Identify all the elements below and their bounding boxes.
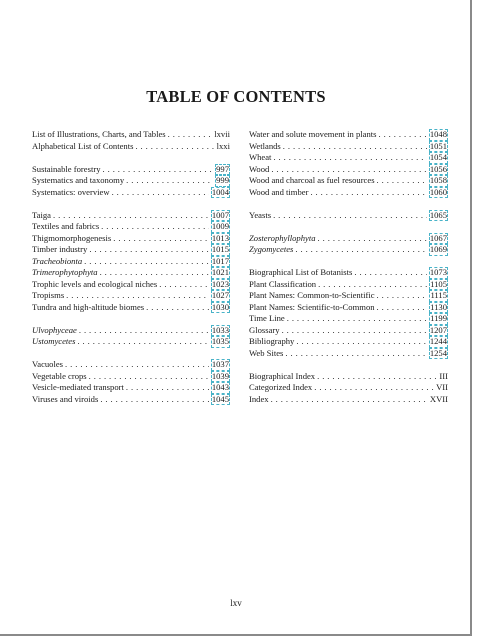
dot-leader — [310, 187, 426, 199]
toc-entry[interactable] — [249, 290, 448, 302]
toc-entry[interactable] — [32, 221, 230, 233]
toc-entry[interactable] — [249, 244, 448, 256]
dot-leader — [89, 244, 209, 256]
toc-entry-title: Tropisms — [32, 290, 65, 300]
toc-entry[interactable] — [32, 359, 230, 371]
dot-leader — [314, 382, 434, 394]
toc-entry[interactable] — [32, 244, 230, 256]
dot-leader — [159, 279, 209, 291]
page-link[interactable]: 1073 — [429, 267, 447, 277]
dot-leader — [65, 359, 209, 371]
dot-leader — [146, 302, 209, 314]
toc-entry-title: Index — [249, 393, 269, 404]
toc-entry-title: Viruses and viroids — [32, 393, 99, 404]
page-number: lxv — [230, 598, 242, 608]
page-link[interactable]: 1048 — [429, 129, 447, 139]
toc-entry[interactable] — [249, 233, 448, 245]
page-title: TABLE OF CONTENTS — [146, 87, 326, 106]
toc-entry-title: Bibliography — [249, 336, 295, 346]
toc-entry[interactable] — [32, 129, 230, 141]
page-link[interactable]: 1067 — [429, 232, 447, 243]
toc-entry-title: Textiles and fabrics — [32, 221, 100, 231]
toc-entry-title: Zygomycetes — [249, 244, 294, 254]
toc-entry-title: Trimerophytophyta — [32, 267, 98, 277]
toc-entry[interactable] — [32, 210, 230, 222]
dot-leader — [317, 371, 437, 383]
dot-leader — [168, 129, 213, 141]
toc-right-column — [249, 129, 448, 405]
toc-entry[interactable] — [32, 233, 230, 245]
toc-entry[interactable] — [32, 256, 230, 268]
toc-entry[interactable] — [249, 129, 448, 141]
page-link[interactable]: 1058 — [429, 175, 447, 185]
toc-entry-title: Taiga — [32, 209, 51, 220]
page-link[interactable]: 1060 — [429, 186, 447, 197]
section-gap — [249, 359, 448, 371]
dot-leader — [101, 221, 209, 233]
page-link[interactable]: 1035 — [211, 336, 229, 346]
toc-entry-title: Ulvophyceae — [32, 324, 77, 335]
dot-leader — [318, 279, 427, 291]
toc-entry[interactable] — [249, 382, 448, 394]
toc-entry[interactable] — [249, 267, 448, 279]
section-gap — [249, 198, 448, 210]
toc-entry-title: Alphabetical List of Contents — [32, 140, 134, 151]
toc-entry-page: lxvii — [214, 129, 230, 139]
toc-entry-title: Vesicle-mediated transport — [32, 382, 124, 392]
toc-entry-title: Tundra and high-altitude biomes — [32, 301, 145, 312]
toc-entry-page: VII — [436, 382, 448, 392]
dot-leader — [285, 348, 426, 360]
dot-leader — [318, 233, 427, 245]
toc-entry-title: Biographical Index — [249, 370, 316, 381]
page-link[interactable]: 1023 — [211, 278, 229, 289]
toc-entry-title: Vacuoles — [32, 359, 64, 369]
toc-entry-title: Web Sites — [249, 347, 284, 358]
toc-entry-title: Timber industry — [32, 244, 88, 254]
dot-leader — [378, 129, 426, 141]
section-gap — [32, 198, 230, 210]
toc-entry-title: Systematics and taxonomy — [32, 175, 125, 185]
toc-entry[interactable] — [32, 394, 230, 406]
dot-leader — [273, 210, 427, 222]
toc-entry-title: Wood — [249, 163, 270, 174]
dot-leader — [135, 141, 214, 153]
dot-leader — [283, 141, 427, 153]
dot-leader — [100, 394, 208, 406]
page-link[interactable]: 1030 — [211, 301, 229, 312]
dot-leader — [377, 175, 427, 187]
toc-entry-title: Wood and charcoal as fuel resources — [249, 175, 375, 185]
toc-entry[interactable] — [32, 302, 230, 314]
dot-leader — [271, 394, 428, 406]
page-link[interactable]: 1069 — [429, 244, 447, 254]
dot-leader — [295, 244, 426, 256]
toc-entry[interactable] — [32, 175, 230, 187]
dot-leader — [126, 382, 209, 394]
page-link[interactable]: 999 — [216, 175, 229, 185]
section-gap — [32, 313, 230, 325]
dot-leader — [113, 233, 209, 245]
toc-entry-title: Sustainable forestry — [32, 163, 101, 174]
section-gap — [32, 152, 230, 164]
dot-leader — [296, 336, 426, 348]
toc-entry[interactable] — [249, 210, 448, 222]
page-link[interactable]: 997 — [216, 163, 229, 174]
toc-entry[interactable] — [32, 371, 230, 383]
page-link[interactable]: 1056 — [429, 163, 447, 174]
dot-leader — [273, 152, 426, 164]
page-link[interactable]: 1033 — [211, 324, 229, 335]
toc-entry-title: Plant Classification — [249, 278, 317, 289]
dot-leader — [89, 371, 209, 383]
page-link[interactable]: 1039 — [211, 370, 229, 381]
dot-leader — [126, 175, 213, 187]
page-link[interactable]: 1054 — [429, 152, 447, 162]
toc-entry-title: Zosterophyllophyta — [249, 232, 316, 243]
toc-entry[interactable] — [249, 394, 448, 406]
toc-entry-title: Wheat — [249, 152, 272, 162]
toc-entry-title: Wood and timber — [249, 186, 309, 197]
toc-entry-title: Vegetable crops — [32, 370, 87, 381]
dot-leader — [77, 336, 208, 348]
toc-entry[interactable] — [249, 175, 448, 187]
section-gap — [249, 221, 448, 233]
toc-entry[interactable] — [32, 187, 230, 199]
page-link[interactable]: 1009 — [211, 221, 229, 231]
toc-entry[interactable] — [249, 371, 448, 383]
page-link[interactable]: 1007 — [211, 209, 229, 220]
toc-entry[interactable] — [32, 290, 230, 302]
dot-leader — [100, 267, 209, 279]
page-link[interactable]: 1130 — [430, 301, 447, 312]
toc-entry-title: Plant Names: Scientific-to-Common — [249, 301, 375, 312]
toc-entry-page: III — [439, 370, 448, 381]
toc-entry-title: Plant Names: Common-to-Scientific — [249, 290, 375, 300]
section-gap — [32, 348, 230, 360]
dot-leader — [377, 302, 428, 314]
dot-leader — [377, 290, 428, 302]
page-link[interactable]: 1115 — [430, 290, 447, 300]
toc-entry-title: Glossary — [249, 324, 280, 335]
toc-entry[interactable] — [249, 325, 448, 337]
dot-leader — [84, 256, 209, 268]
toc-entry-title: Ustomycetes — [32, 336, 76, 346]
page-link[interactable]: 1065 — [429, 209, 447, 220]
page-link[interactable]: 1199 — [430, 313, 447, 323]
toc-entry[interactable] — [32, 141, 230, 153]
toc-entry[interactable] — [32, 267, 230, 279]
page-link[interactable]: 1021 — [211, 267, 229, 277]
page-link[interactable]: 1244 — [429, 336, 447, 346]
toc-entry-title: Water and solute movement in plants — [249, 129, 377, 139]
page-link[interactable]: 1015 — [211, 244, 229, 254]
dot-leader — [112, 187, 209, 199]
toc-entry-title: Categorized Index — [249, 382, 313, 392]
dot-leader — [354, 267, 426, 279]
toc-entry[interactable] — [249, 336, 448, 348]
toc-entry-page: lxxi — [216, 140, 230, 151]
page-link[interactable]: 1017 — [211, 255, 229, 266]
page-link[interactable]: 1037 — [211, 359, 229, 369]
toc-entry-title: Time Line — [249, 313, 285, 323]
dot-leader — [287, 313, 427, 325]
toc-entry[interactable] — [249, 164, 448, 176]
toc-entry[interactable] — [32, 325, 230, 337]
dot-leader — [282, 325, 427, 337]
toc-entry[interactable] — [32, 279, 230, 291]
toc-entry-title: Systematics: overview — [32, 186, 110, 197]
toc-entry[interactable] — [249, 348, 448, 360]
page-link[interactable]: 1254 — [429, 347, 447, 358]
dot-leader — [53, 210, 209, 222]
toc-entry-title: Yeasts — [249, 209, 272, 220]
page-link[interactable]: 1045 — [211, 393, 229, 404]
toc-entry[interactable] — [249, 302, 448, 314]
page-link[interactable]: 1105 — [430, 278, 447, 289]
dot-leader — [103, 164, 214, 176]
toc-entry-title: Tracheobionta — [32, 255, 83, 266]
page-link[interactable]: 1004 — [211, 186, 229, 197]
toc-left-column — [32, 129, 230, 405]
toc-entry-page: XVII — [429, 393, 448, 404]
toc-entry-title: Trophic levels and ecological niches — [32, 278, 158, 289]
toc-entry[interactable] — [32, 164, 230, 176]
toc-entry[interactable] — [249, 279, 448, 291]
toc-entry-title: Biographical List of Botanists — [249, 267, 353, 277]
page-link[interactable]: 1027 — [211, 290, 229, 300]
page-link[interactable]: 1013 — [211, 232, 229, 243]
section-gap — [249, 256, 448, 268]
toc-entry[interactable] — [32, 382, 230, 394]
toc-entry-title: Thigmomorphogenesis — [32, 232, 112, 243]
page-link[interactable]: 1051 — [429, 140, 447, 151]
toc-entry[interactable] — [249, 313, 448, 325]
toc-entry[interactable] — [249, 141, 448, 153]
page-link[interactable]: 1207 — [429, 324, 447, 335]
toc-entry-title: Wetlands — [249, 140, 281, 151]
dot-leader — [271, 164, 426, 176]
toc-entry-title: List of Illustrations, Charts, and Tables — [32, 129, 166, 139]
page-link[interactable]: 1043 — [211, 382, 229, 392]
toc-entry[interactable] — [249, 187, 448, 199]
toc-entry[interactable] — [249, 152, 448, 164]
dot-leader — [79, 325, 209, 337]
dot-leader — [66, 290, 209, 302]
toc-entry[interactable] — [32, 336, 230, 348]
